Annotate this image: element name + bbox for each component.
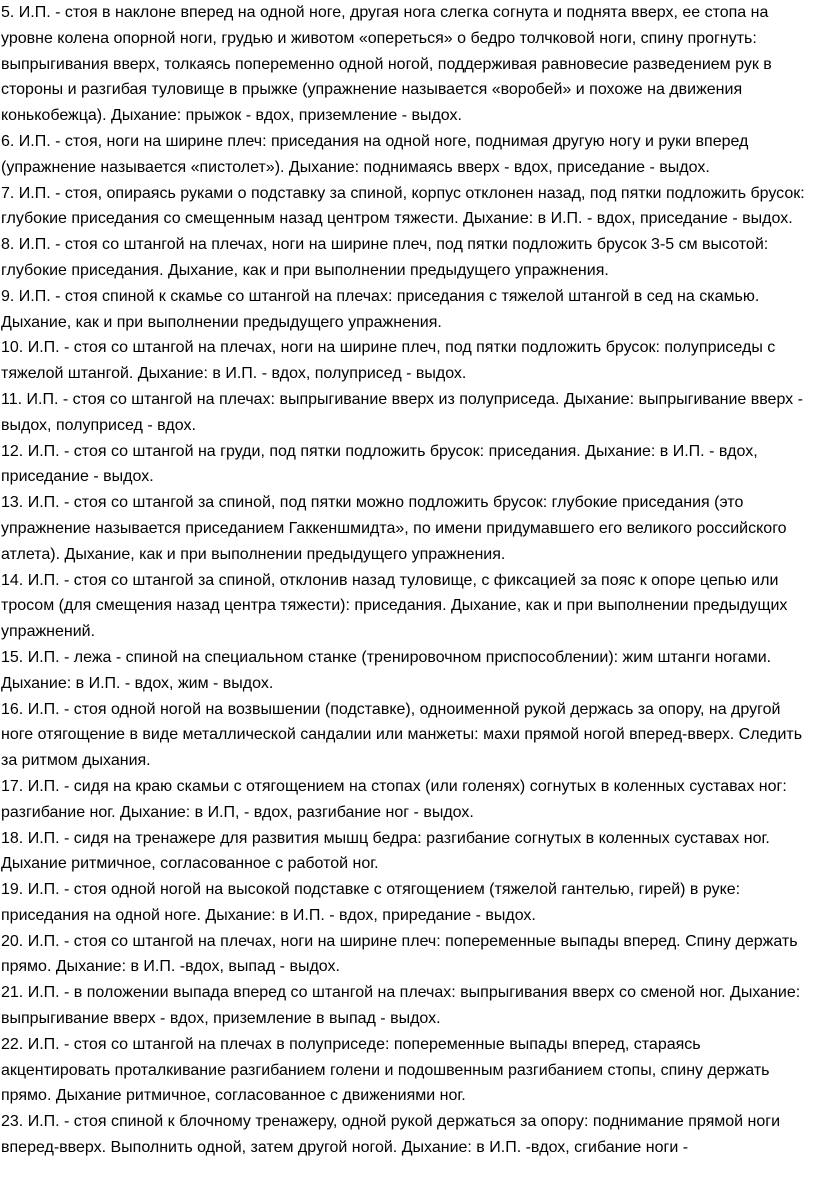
exercise-21-paragraph: 21. И.П. - в положении выпада вперед со штангой на плечах: выпрыгивания вверх со сменой ног. Дыхание: выпрыгивание вверх - вдох, приземление в выпад - выдох. xyxy=(1,984,801,1028)
exercise-22-paragraph: 22. И.П. - стоя со штангой на плечах в полуприседе: попеременные выпады вперед, стараясь акцентировать проталкивание разгибанием голени и подошвенным разгибанием стопы, спину держать прямо. Дыхание ритмичное, согласованное с движениями ног. xyxy=(1,1035,770,1105)
exercise-10-paragraph: 10. И.П. - стоя со штангой на плечах, ноги на ширине плеч, под пятки подложить брусок: полуприседы с тяжелой штангой. Дыхание: в И.П. - вдох, полуприсед - выдох. xyxy=(1,339,776,383)
exercise-5-paragraph: 5. И.П. - стоя в наклоне вперед на одной ноге, другая нога слегка согнута и поднята вверх, ее стопа на уровне колена опорной ноги, грудью и животом «опереться» о бедро толчковой ноги, спину прогнуть: выпрыгивания вверх, толкаясь попеременно одной ногой, поддерживая равновесие разведением рук в стороны и разгибая туловище в прыжке (упражнение называется «воробей» и похоже на движения конькобежца). Дыхание: прыжок - вдох, приземление - выдох. xyxy=(1,4,772,125)
exercise-17-paragraph: 17. И.П. - сидя на краю скамьи с отягощением на стопах (или голенях) согнутых в коленных суставах ног: разгибание ног. Дыхание: в И.П, - вдох, разгибание ног - выдох. xyxy=(1,777,787,821)
exercise-7-paragraph: 7. И.П. - стоя, опираясь руками о подставку за спиной, корпус отклонен назад, под пятки подложить брусок: глубокие приседания со смещенным назад центром тяжести. Дыхание: в И.П. - вдох, приседание - выдох. xyxy=(1,184,805,228)
exercise-6-paragraph: 6. И.П. - стоя, ноги на ширине плеч: приседания на одной ноге, поднимая другую ногу и руки вперед (упражнение называется «пистолет»). Дыхание: поднимаясь вверх - вдох, приседание - выдох. xyxy=(1,132,749,176)
exercise-13-paragraph: 13. И.П. - стоя со штангой за спиной, под пятки можно подложить брусок: глубокие приседания (это упражнение называется приседанием Гаккеншмидта», по имени придумавшего его великого российского атлета). Дыхание, как и при выполнении предыдущего упражнения. xyxy=(1,494,787,563)
exercise-8-paragraph: 8. И.П. - стоя со штангой на плечах, ноги на ширине плеч, под пятки подложить брусок 3-5 см высотой: глубокие приседания. Дыхание, как и при выполнении предыдущего упражнения. xyxy=(1,236,769,279)
exercise-18-paragraph: 18. И.П. - сидя на тренажере для развития мышц бедра: разгибание согнутых в коленных суставах ног. Дыхание ритмичное, согласованное с работой ног. xyxy=(1,829,770,873)
exercise-23-paragraph: 23. И.П. - стоя спиной к блочному тренажеру, одной рукой держаться за опору: поднимание прямой ноги вперед-вверх. Выполнить одной, затем другой ногой. Дыхание: в И.П. -вдох, сгибание ноги - xyxy=(1,1113,781,1157)
exercise-14-paragraph: 14. И.П. - стоя со штангой за спиной, отклонив назад туловище, с фиксацией за пояс к опоре цепью или тросом (для смещения назад центра тяжести): приседания. Дыхание, как и при выполнении предыдущих упражнений. xyxy=(1,571,788,641)
exercise-9-paragraph: 9. И.П. - стоя спиной к скамье со штангой на плечах: приседания с тяжелой штангой в сед на скамью. Дыхание, как и при выполнении предыдущего упражнения. xyxy=(1,287,760,331)
exercise-19-paragraph: 19. И.П. - стоя одной ногой на высокой подставке с отягощением (тяжелой гантелью, гирей) в руке: приседания на одной ноге. Дыхание: в И.П. - вдох, приредание - выдох. xyxy=(1,881,741,924)
exercise-16-paragraph: 16. И.П. - стоя одной ногой на возвышении (подставке), одноименной рукой держась за опору, на другой ноге отягощение в виде металлической сандалии или манжеты: махи прямой ногой вперед-вверх. Следить за ритмом дыхания. xyxy=(1,700,803,770)
exercise-20-paragraph: 20. И.П. - стоя со штангой на плечах, ноги на ширине плеч: попеременные выпады вперед. Спину держать прямо. Дыхание: в И.П. -вдох, выпад - выдох. xyxy=(1,932,798,976)
exercise-15-paragraph: 15. И.П. - лежа - спиной на специальном станке (тренировочном приспособлении): жим штанги ногами. Дыхание: в И.П. - вдох, жим - выдох. xyxy=(1,648,772,692)
exercise-12-paragraph: 12. И.П. - стоя со штангой на груди, под пятки подложить брусок: приседания. Дыхание: в И.П. - вдох, приседание - выдох. xyxy=(1,442,758,486)
exercise-11-paragraph: 11. И.П. - стоя со штангой на плечах: выпрыгивание вверх из полуприседа. Дыхание: выпрыгивание вверх - выдох, полуприсед - вдох. xyxy=(1,390,803,434)
